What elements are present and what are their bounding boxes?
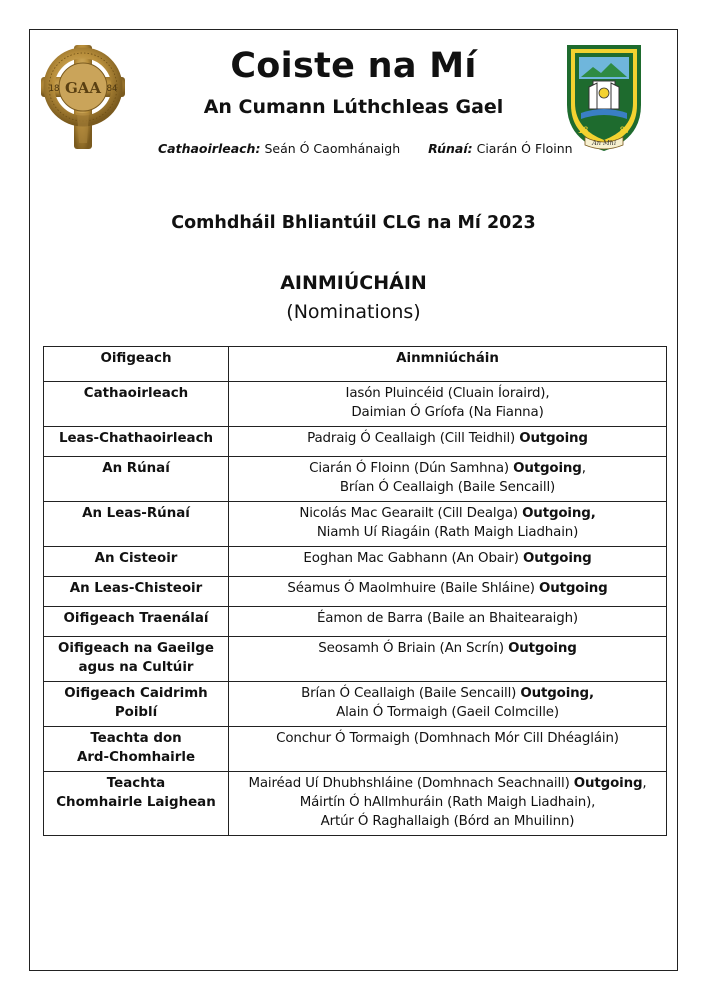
office-cell [44,457,229,502]
table-row [44,382,667,427]
nominations-title: AINMIÚCHÁIN [280,272,427,294]
nominee-text: Daimian Ó Gríofa (Na Fianna) [351,405,544,420]
outgoing-label: Outgoing [508,641,577,656]
office-line: Teachta don [90,731,182,746]
office-cell [44,382,229,427]
chair-name: Seán Ó Caomhánaigh [260,141,401,156]
nominee-text: Brían Ó Ceallaigh (Baile Sencaill) [339,480,556,495]
nominees-cell [229,682,667,727]
table-row [44,502,667,547]
nominee-text: Eoghan Mac Gabhann (An Obair) [303,551,523,566]
office-cell [44,547,229,577]
secretary-name: Ciarán Ó Floinn [472,141,573,156]
header-office: Oifigeach [44,347,229,382]
table-row [44,637,667,682]
outgoing-label: Outgoing [539,581,608,596]
nominee-line [232,523,663,542]
table-row [44,682,667,727]
office-line: Teachta [106,776,166,791]
nominees-cell [229,382,667,427]
office-cell [44,427,229,457]
convention-heading: Comhdháil Bhliantúil CLG na Mí 2023 [171,213,536,233]
nominees-cell [229,427,667,457]
nominee-line [232,549,663,568]
office-line: Oifigeach Traenálaí [63,611,209,626]
nominee-text: Ciarán Ó Floinn (Dún Samhna) [309,461,514,476]
nominee-text: Éamon de Barra (Baile an Bhaitearaigh) [316,611,578,626]
office-cell [44,607,229,637]
document-title: Coiste na Mí [230,46,477,86]
office-line: An Leas-Chisteoir [69,581,203,596]
nominee-text: Nicolás Mac Gearailt (Cill Dealga) [299,506,523,521]
office-cell [44,772,229,836]
nominee-text: Conchur Ó Tormaigh (Domhnach Mór Cill Dhéagláin) [276,731,619,746]
nominee-line [232,459,663,478]
officers-line [158,141,573,156]
nominee-text: Mairéad Uí Dhubhshláine (Domhnach Seachnaill) [248,776,574,791]
meath-year-left: 18 [577,126,589,136]
crest-year-right: 84 [106,84,118,94]
table-row [44,607,667,637]
nominee-line [232,684,663,703]
nominee-line [232,579,663,598]
office-line: agus na Cultúir [78,660,194,675]
nominee-line [232,729,663,748]
nominees-cell [229,457,667,502]
nominees-cell [229,727,667,772]
office-cell [44,682,229,727]
office-line: Oifigeach na Gaeilge [58,641,214,656]
office-line: Ard-Chomhairle [76,750,196,765]
table-row [44,727,667,772]
nominee-line [232,384,663,403]
nominee-text: Brían Ó Ceallaigh (Baile Sencaill) [301,686,521,701]
meath-scroll-text: An Mhí [592,139,616,147]
nominee-text: Iasón Pluincéid (Cluain Íoraird), [345,386,550,401]
office-line: Oifigeach Caidrimh [64,686,208,701]
nominees-cell [229,547,667,577]
outgoing-label: Outgoing [519,431,588,446]
nominee-text: Niamh Uí Riagáin (Rath Maigh Liadhain) [316,525,579,540]
nominee-line [232,639,663,658]
office-line: Leas-Chathaoirleach [58,431,214,446]
nominee-text: Padraig Ó Ceallaigh (Cill Teidhil) [307,431,520,446]
nominations-subtitle: (Nominations) [286,301,421,323]
line-tail: , [581,461,586,476]
nominee-text: Seosamh Ó Briain (An Scrín) [318,641,509,656]
office-cell [44,577,229,607]
table-header-row [44,347,667,382]
nominee-text: Máirtín Ó hAllmhuráin (Rath Maigh Liadhain), [299,795,596,810]
office-line: Poiblí [114,705,158,720]
outgoing-label: Outgoing, [520,686,594,701]
table-body [44,382,667,836]
nominee-line [232,793,663,812]
nominee-line [232,812,663,831]
meath-year-right: 87 [619,126,631,136]
chair-role: Cathaoirleach: [158,141,261,156]
nominee-line [232,403,663,422]
crest-letters: GAA [64,79,102,97]
nominee-line [232,429,663,448]
nominees-cell [229,637,667,682]
outgoing-label: Outgoing [522,551,592,566]
nominee-line [232,609,663,628]
table-row [44,577,667,607]
secretary-role: Rúnaí: [428,141,473,156]
office-line: An Rúnaí [102,461,170,476]
table-row [44,547,667,577]
nominee-text: Artúr Ó Raghallaigh (Bórd an Mhuilinn) [320,814,575,829]
table-row [44,427,667,457]
outgoing-label: Outgoing [513,461,582,476]
outgoing-label: Outgoing [573,776,643,791]
header-nominations: Ainmniúcháin [229,347,667,382]
nominees-cell [229,772,667,836]
crest-year-left: 18 [48,84,60,94]
office-line: Cathaoirleach [83,386,189,401]
nominee-line [232,504,663,523]
nominees-cell [229,607,667,637]
outgoing-label: Outgoing, [522,506,596,521]
nominee-line [232,703,663,722]
nominee-text: Alain Ó Tormaigh (Gaeil Colmcille) [336,705,559,720]
office-line: Chomhairle Laighean [56,795,216,810]
office-line: An Cisteoir [94,551,178,566]
nominees-cell [229,577,667,607]
office-cell [44,727,229,772]
nominees-cell [229,502,667,547]
nominee-line [232,774,663,793]
office-cell [44,637,229,682]
document-subtitle: An Cumann Lúthchleas Gael [203,96,504,118]
nominations-table [43,346,667,836]
table-row [44,457,667,502]
table-row [44,772,667,836]
nominee-line [232,478,663,497]
office-cell [44,502,229,547]
line-tail: , [642,776,647,791]
nominee-text: Séamus Ó Maolmhuire (Baile Shláine) [287,581,539,596]
office-line: An Leas-Rúnaí [82,506,190,521]
